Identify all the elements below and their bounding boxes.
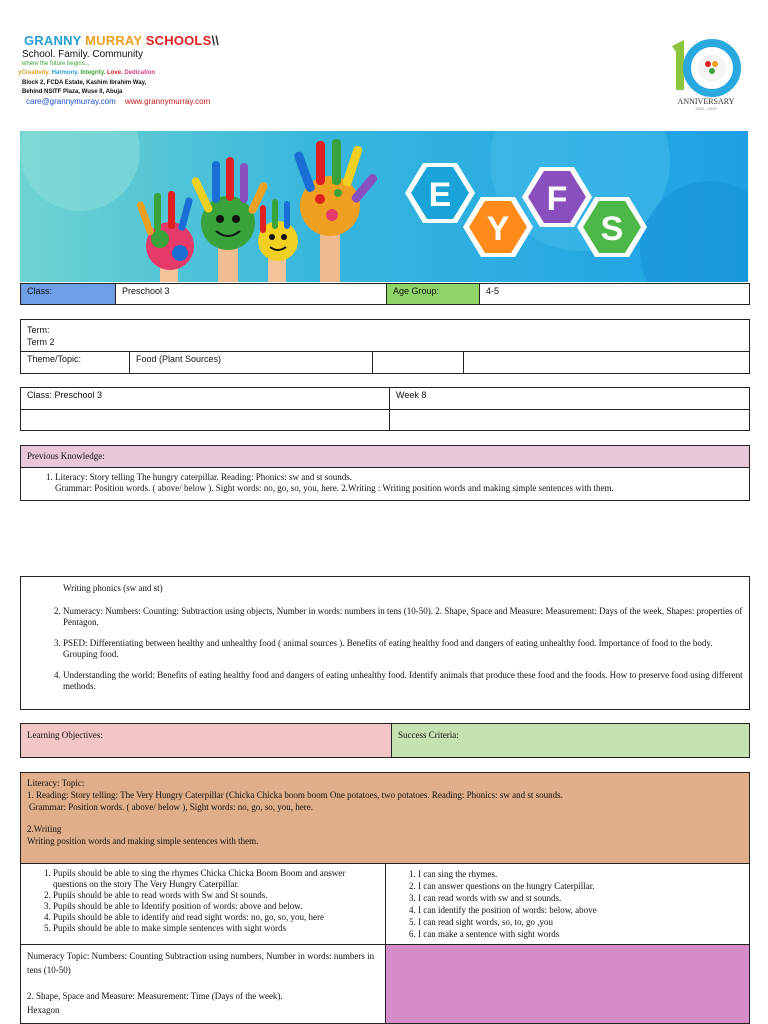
previous-knowledge-table (20, 445, 750, 501)
psed-item: 3. PSED: Differentiating between healthy and unhealthy food ( animal sources ). Benefits of eating healthy food and dangers of eating unhealthy food. Importance of food to the body. Grouping food. (63, 638, 743, 660)
theme-value: Food (Plant Sources) (130, 352, 373, 374)
literacy-criterion: 1. I can sing the rhymes. (418, 868, 745, 880)
empty-cell (464, 352, 750, 374)
painted-hand-2 (190, 157, 268, 250)
literacy-objective: 5. Pupils should be able to make simple sentences with sight words (53, 923, 381, 934)
literacy-criteria (386, 864, 750, 945)
literacy-criterion: 2. I can answer questions on the hungry Caterpillar. (418, 880, 745, 892)
painted-hand-4 (293, 139, 379, 236)
class-week-label: Class: Preschool 3 (21, 388, 390, 410)
value-3: Integrity. (80, 70, 106, 76)
school-name-part1: GRANNY (24, 33, 82, 48)
numeracy-shape-line: 2. Shape, Space and Measure: Measurement: Time (Days of the week). (27, 991, 283, 1001)
school-name-suffix: \\ (211, 33, 220, 48)
empty-cell (373, 352, 464, 374)
school-values (18, 70, 155, 76)
school-name (24, 33, 219, 48)
literacy-criterion: 5. I can read sight words, so, to, go ,you (418, 916, 745, 928)
letter-s: S (600, 210, 624, 248)
motto: where the future begins... (22, 61, 90, 67)
class-info-table (20, 283, 750, 305)
literacy-criterion: 3. I can read words with sw and st sounds. (418, 892, 745, 904)
email-link[interactable]: care@grannymurray.com (26, 97, 116, 106)
empty-cell (21, 410, 390, 431)
literacy-objective: 3. Pupils should be able to Identify position of words: above and below. (53, 901, 381, 912)
letter-y: Y (486, 210, 510, 248)
week-table (20, 387, 750, 431)
address-line-1: Block 2, FCDA Estate, Kashim Ibrahim Way, (22, 80, 147, 86)
literacy-objective: 1. Pupils should be able to sing the rhymes Chicka Chicka Boom Boom and answer questions on the story The Very Hungry Caterpillar. (53, 868, 381, 890)
continued-knowledge-table (20, 576, 750, 710)
literacy-table (20, 772, 750, 1024)
previous-knowledge-heading: Previous Knowledge: (21, 446, 750, 468)
literacy-objectives (21, 864, 386, 945)
literacy-objective: 2. Pupils should be able to read words with Sw and St sounds. (53, 890, 381, 901)
numeracy-item: 2. Numeracy: Numbers: Counting: Subtraction using objects, Number in words: numbers in tens (10-50). 2. Shape, Space and Measure: Measurement: Days of the week, Shapes: properties of Pentagon. (63, 606, 743, 628)
term-label: Term: (27, 325, 50, 335)
age-group-value: 4-5 (480, 284, 750, 305)
week-label: Week 8 (390, 388, 750, 410)
literacy-objective: 4. Pupils should be able to identify and read sight words: no, go, so, you, here (53, 912, 381, 923)
empty-cell (390, 410, 750, 431)
hexagon-e (405, 163, 475, 223)
value-5: Dedication (124, 70, 156, 76)
objectives-header-table (20, 723, 750, 758)
numeracy-topic (21, 945, 386, 1024)
theme-label: Theme/Topic: (21, 352, 130, 374)
class-label: Class: (21, 284, 116, 305)
numeracy-hexagon-line: Hexagon (27, 1005, 60, 1015)
literacy-topic (21, 773, 750, 864)
tagline: School. Family. Community (22, 49, 143, 60)
website-link[interactable]: www.grannymurray.com (125, 97, 211, 106)
numeracy-topic-line: Numeracy Topic: Numbers: Counting Subtraction using numbers, Number in words: numbers in tens (10-50) (27, 951, 375, 975)
previous-knowledge-body (21, 468, 750, 501)
banner-illustration (20, 131, 748, 282)
age-group-label: Age Group: (387, 284, 480, 305)
address-line-2: Behind NSITF Plaza, Wuse II, Abuja (22, 89, 123, 95)
numeracy-criteria (386, 945, 750, 1024)
painted-hand-3 (258, 199, 298, 261)
value-2: Harmony. (51, 70, 79, 76)
anniversary-label: ANNIVERSARY (677, 97, 735, 106)
school-name-part3: SCHOOLS (145, 33, 212, 48)
literacy-criterion: 4. I can identify the position of words: below, above (418, 904, 745, 916)
writing-phonics-line: Writing phonics (sw and st) (63, 583, 163, 593)
writing-label: 2.Writing (27, 824, 62, 834)
term-cell (21, 320, 750, 352)
anniversary-years: 2010 - 2020 (695, 106, 717, 111)
painted-hand-1 (136, 191, 194, 270)
term-value: Term 2 (27, 337, 55, 347)
anniversary-side-text: YEARS (728, 67, 738, 83)
eyfs-banner (20, 131, 748, 282)
literacy-criterion: 6. I can make a sentence with sight words (418, 928, 745, 940)
literacy-reading-line: 1. Reading: Story telling: The Very Hungry Caterpillar (Chicka Chicka boom boom One potatoes, two potatoes. Reading: Phonics: sw and st sounds. (27, 790, 563, 800)
literacy-grammar-line: Grammar: Position words. ( above/ below ), Sight words: no, go, so, you, here. (29, 802, 313, 812)
value-4: Love. (107, 70, 123, 76)
value-1: yCreativity. (18, 70, 50, 76)
writing-line: Writing position words and making simple sentences with them. (27, 836, 259, 846)
term-table (20, 319, 750, 374)
school-name-part2: MURRAY (85, 33, 142, 48)
understanding-world-item: 4. Understanding the world: Benefits of eating healthy food and dangers of eating unhealthy food. Identify animals that produce these food and the foods. How to preserve food using different methods. (63, 670, 743, 692)
learning-objectives-heading: Learning Objectives: (21, 724, 392, 758)
class-value: Preschool 3 (116, 284, 387, 305)
previous-knowledge-item: 1. Literacy: Story telling The hungry caterpillar. Reading: Phonics: sw and st sounds. Grammar: Position words. ( above/ below ). Sight words: no, go, so, you, here. 2.Writing : Writing position words and making simple sentences with them. (55, 472, 743, 494)
success-criteria-heading: Success Criteria: (392, 724, 750, 758)
letter-e: E (428, 176, 452, 214)
literacy-topic-label: Literacy: Topic: (27, 778, 85, 788)
letter-f: F (546, 180, 568, 218)
continued-knowledge-body (21, 577, 750, 710)
